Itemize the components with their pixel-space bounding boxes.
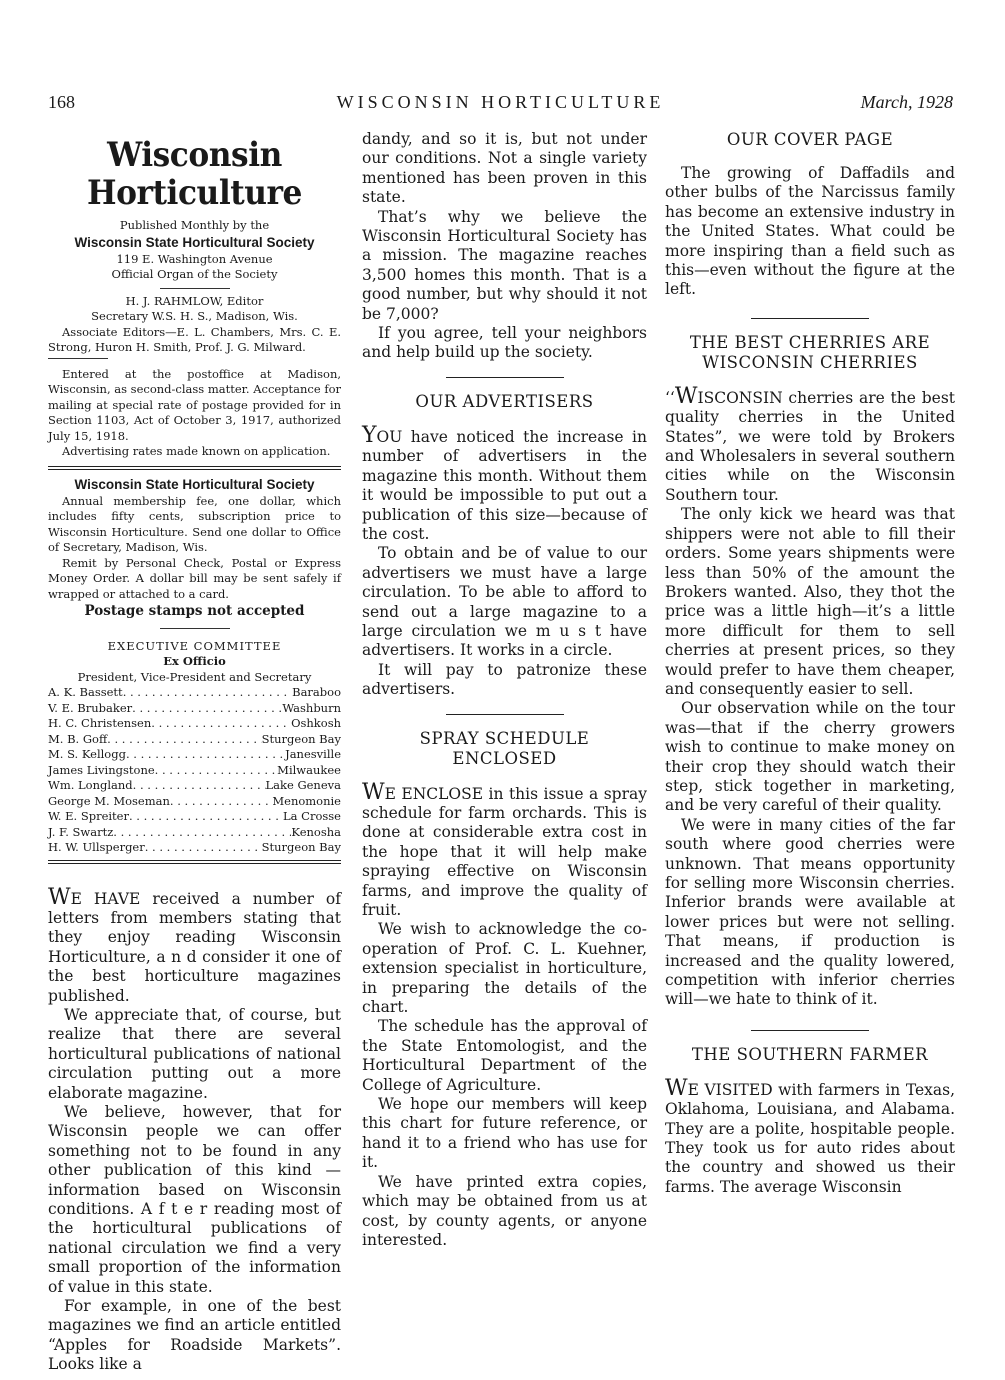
membership-remit: Remit by Personal Check, Postal or Express Money Order. A dollar bill may be sent safely if wrapped or attached to a card. [48, 555, 341, 601]
committee-member-list [48, 685, 341, 856]
masthead-associates: Associate Editors—E. L. Chambers, Mrs. C. E. Strong, Huron H. Smith, Prof. J. G. Milward. [48, 324, 341, 354]
section-rule [751, 1030, 869, 1031]
masthead-secretary: Secretary W.S. H. S., Madison, Wis. [91, 309, 298, 323]
membership-heading: Wisconsin State Horticultural Society [74, 476, 315, 492]
spray-p4: We hope our members will keep this chart for future reference, or hand it to a friend who has use for it. [362, 1095, 647, 1172]
member-name: V. E. Brubaker [48, 700, 133, 715]
member-town: Kenosha [291, 824, 341, 839]
leader-dots [126, 747, 285, 763]
leader-dots [123, 685, 292, 701]
leader-dots [151, 716, 291, 732]
spray-p5: We have printed extra copies, which may be obtained from us at cost, by county agents, or anyone interested. [362, 1172, 647, 1249]
masthead-title: Wisconsin Horticulture [87, 135, 302, 213]
committee-officers: President, Vice-President and Secretary [77, 669, 312, 684]
member-town: La Crosse [283, 809, 341, 823]
member-town: Sturgeon Bay [261, 840, 341, 854]
leader-dots [107, 732, 261, 748]
member-name: M. S. Kellogg [48, 747, 126, 761]
committee-member [48, 794, 341, 810]
editorial-p2: We appreciate that, of course, but realize that there are several horticultural publications of national circulation putting out a more elaborate magazine. [48, 1005, 341, 1102]
committee-member [48, 825, 341, 841]
cover-p1: The growing of Daffadils and other bulbs of the Narcissus family has become an extensive industry in the United States. What could be more inspiring than a field such as this—even without the figure at the left. [665, 164, 955, 299]
member-name: J. F. Swartz [48, 824, 114, 839]
committee-member [48, 747, 341, 763]
cherries-p3: Our observation while on the tour was—that if the cherry growers wish to continue to make money on their crop they should watch their step, stick together in marketing, and be very careful of their quality. [665, 699, 955, 815]
committee-member [48, 778, 341, 794]
cherries-p1: ISCONSIN cherries are the best quality cherries in the United States”, we were told by Brokers and Wholesalers in several southern cities while on the Wisconsin Southern tour. [665, 388, 955, 504]
spray-p2: We wish to acknowledge the co-operation of Prof. C. L. Kuehner, extension specialist in horticulture, in preparing the details of the chart. [362, 920, 647, 1017]
page-number: 168 [48, 92, 75, 112]
committee-member [48, 840, 341, 856]
member-name: James Livingstone [48, 762, 155, 777]
advertisers-p1: OU have noticed the increase in number of advertisers in the magazine this month. Without them it would be impossible to put out a publication of this size—because of the cost. [362, 427, 647, 543]
issue-date: March, 1928 [860, 92, 953, 112]
section-rule [446, 377, 564, 378]
masthead-organ: Official Organ of the Society [111, 267, 278, 281]
member-town: Janesville [285, 747, 341, 761]
spray-heading: SPRAY SCHEDULE ENCLOSED [419, 728, 590, 768]
member-town: Washburn [282, 700, 341, 715]
masthead-published: Published Monthly by the [119, 218, 270, 232]
member-town: Menomonie [272, 793, 341, 808]
editorial-p1: E HAVE received a number of letters from members stating that they enjoy reading Wisconsin Horticulture, a n d consider it one of the best horticulture magazines published. [48, 889, 341, 1005]
spray-p1: E ENCLOSE in this issue a spray schedule for farm orchards. This is done at considerable extra cost in the hope that it will help make spraying effective on Wisconsin farms, and improve the quality of fruit. [362, 784, 647, 919]
member-town: Oshkosh [291, 716, 341, 730]
committee-member [48, 809, 341, 825]
member-town: Baraboo [292, 685, 341, 699]
stamps-notice: Postage stamps not accepted [84, 603, 305, 619]
column-right [665, 130, 955, 1197]
cherries-heading: THE BEST CHERRIES ARE WISCONSIN CHERRIES [689, 332, 931, 372]
masthead-editor: H. J. RAHMLOW, Editor [125, 293, 264, 308]
leader-dots [155, 763, 278, 779]
committee-sub: Ex Officio [163, 654, 226, 668]
spray-p3: The schedule has the approval of the State Entomologist, and the Horticultural Department of the College of Agriculture. [362, 1017, 647, 1094]
member-name: H. W. Ullsperger [48, 840, 145, 854]
member-town: Milwaukee [277, 762, 341, 777]
masthead-advertising: Advertising rates made known on application. [62, 444, 331, 458]
divider [160, 288, 230, 289]
divider [160, 628, 230, 629]
divider [48, 358, 108, 359]
committee-member [48, 763, 341, 779]
leader-dots [145, 840, 262, 856]
member-name: H. C. Christensen [48, 716, 152, 730]
editorial-p4: For example, in one of the best magazines we find an article entitled “Apples for Roadside Markets”. Looks like a [48, 1297, 341, 1374]
column-middle [362, 130, 647, 1250]
section-rule [751, 318, 869, 319]
cherries-p4: We were in many cities of the far south where good cherries were unknown. That means opportunity for selling more Wisconsin cherries. Inferior brands were available at lower prices but were not selling. That means, if production is increased and the quality lowered, competition with inferior cherries will—we hate to think of it. [665, 815, 955, 1009]
drop-cap: W [674, 383, 698, 409]
southern-p1: E VISITED with farmers in Texas, Oklahoma, Louisiana, and Alabama. They are a polite, hospitable people. They took us for auto rides about the country and showed us their farms. The average Wisconsin [665, 1080, 955, 1196]
member-town: Lake Geneva [265, 778, 341, 792]
advertisers-p3: It will pay to patronize these advertisers. [362, 660, 647, 699]
committee-member [48, 701, 341, 717]
member-name: A. K. Bassett [48, 685, 123, 699]
leader-dots [132, 701, 282, 717]
running-header [48, 92, 953, 116]
drop-cap: W [665, 1075, 688, 1101]
leader-dots [170, 794, 272, 810]
column-left [48, 130, 341, 1375]
drop-cap: Y [362, 422, 377, 448]
open-quote: ‘‘ [665, 388, 675, 407]
committee-member [48, 716, 341, 732]
drop-cap: W [48, 884, 71, 910]
cherries-p2: The only kick we heard was that shippers were not able to fill their orders. Some years shipments were less than 50% of the amount the Brokers wanted. Also, they thot the price was a little high—it’s a little more difficult for them to sell cherries at present prices, so they would prefer to have them cheaper, and consequently easier to sell. [665, 505, 955, 698]
masthead-address: 119 E. Washington Avenue [116, 251, 273, 266]
advertisers-p2: To obtain and be of value to our advertisers we must have a large circulation. To be able to afford to send out a large magazine to a large circulation we m u s t have advertisers. It works in a circle. [362, 544, 647, 660]
committee-heading: EXECUTIVE COMMITTEE [107, 638, 282, 653]
leader-dots [113, 825, 291, 841]
masthead-entered: Entered at the postoffice at Madison, Wisconsin, as second-class matter. Acceptance for mailing at special rate of postage provided for in Section 1103, Act of October 3, 1917, authorized July 15, 1918. [48, 366, 342, 443]
leader-dots [133, 778, 266, 794]
member-name: W. E. Spreiter [48, 809, 129, 823]
member-name: M. B. Goff [48, 731, 108, 746]
editorial-cont-p2: That’s why we believe the Wisconsin Horticultural Society has a mission. The magazine reaches 3,500 homes this month. That is a good number, but why should it not be 7,000? [362, 207, 647, 323]
double-rule [48, 466, 341, 470]
leader-dots [129, 809, 283, 825]
member-name: Wm. Longland [48, 778, 133, 792]
committee-member [48, 732, 341, 748]
editorial-cont-p1: dandy, and so it is, but not under our conditions. Not a single variety mentioned has been proven in this state. [362, 130, 647, 207]
member-name: George M. Moseman [48, 793, 170, 808]
drop-cap: W [362, 779, 385, 805]
masthead-society: Wisconsin State Horticultural Society [74, 234, 315, 250]
membership-fee: Annual membership fee, one dollar, which includes fifty cents, subscription price to Wisconsin Horticulture. Send one dollar to Office of Secretary, Madison, Wis. [48, 493, 341, 554]
cover-heading: OUR COVER PAGE [726, 130, 894, 149]
section-rule [446, 714, 564, 715]
southern-heading: THE SOUTHERN FARMER [691, 1044, 929, 1064]
editorial-text [48, 884, 341, 1375]
committee-member [48, 685, 341, 701]
member-town: Sturgeon Bay [261, 731, 341, 746]
advertisers-heading: OUR ADVERTISERS [415, 391, 594, 411]
editorial-cont-p3: If you agree, tell your neighbors and help build up the society. [362, 324, 647, 362]
editorial-p3: We believe, however, that for Wisconsin people we can offer something not to be found in any other publication of this kind — information based on Wisconsin conditions. A f t e r reading most of the horticultural publications of national circulation we find a very small proportion of the information of value in this state. [48, 1102, 341, 1296]
running-title: WISCONSIN HORTICULTURE [336, 92, 665, 112]
double-rule [48, 860, 341, 864]
